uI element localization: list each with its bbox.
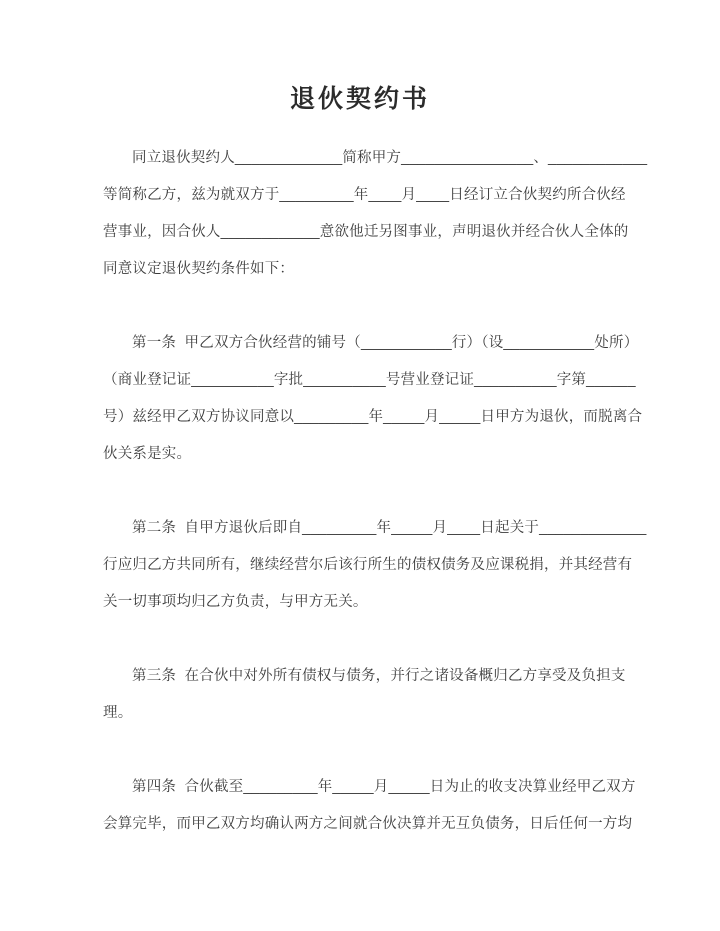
document-line: 关一切事项均归乙方负责，与甲方无关。 [103,594,368,610]
document-line: 伙关系是实。 [103,446,192,462]
document-line: 第二条 自甲方退伙后即自_________年_____月____日起关于_____________ [132,520,647,536]
document-line: 等简称乙方，兹为就双方于_________年____月____日经订立合伙契约所合伙经 [103,187,626,203]
document-line: （商业登记证__________字批__________号营业登记证__________字第______ [103,372,636,388]
document-line: 同意议定退伙契约条件如下： [103,261,295,277]
document-line: 行应归乙方共同所有，继续经营尔后该行所生的债权债务及应课税捐，并其经营有 [103,557,633,573]
document-line: 号）兹经甲乙双方协议同意以_________年_____月_____日甲方为退伙，而脱离合 [103,409,643,425]
document-line: 同立退伙契约人_____________简称甲方________________、____________ [132,150,648,166]
paragraph-article-1 [103,325,643,473]
document-body [103,140,648,880]
paragraph-preamble [103,140,648,288]
paragraph-article-4 [103,769,636,843]
paragraph-article-2 [103,510,647,621]
document-title: 退伙契约书 [289,85,430,113]
document-line: 第一条 甲乙双方合伙经营的铺号（___________行）（设___________处所） [132,335,639,351]
document-line: 第三条 在合伙中对外所有债权与债务，并行之诸设备概归乙方享受及负担支 [132,668,626,684]
document-line: 理。 [103,705,133,721]
document-line: 营事业，因合伙人____________意欲他迁另图事业，声明退伙并经合伙人全体的 [103,224,629,240]
document-line: 会算完毕，而甲乙双方均确认两方之间就合伙决算并无互负债务，日后任何一方均 [103,816,633,832]
document-line: 第四条 合伙截至_________年_____月_____日为止的收支决算业经甲乙双方 [132,779,636,795]
paragraph-article-3 [103,658,626,732]
